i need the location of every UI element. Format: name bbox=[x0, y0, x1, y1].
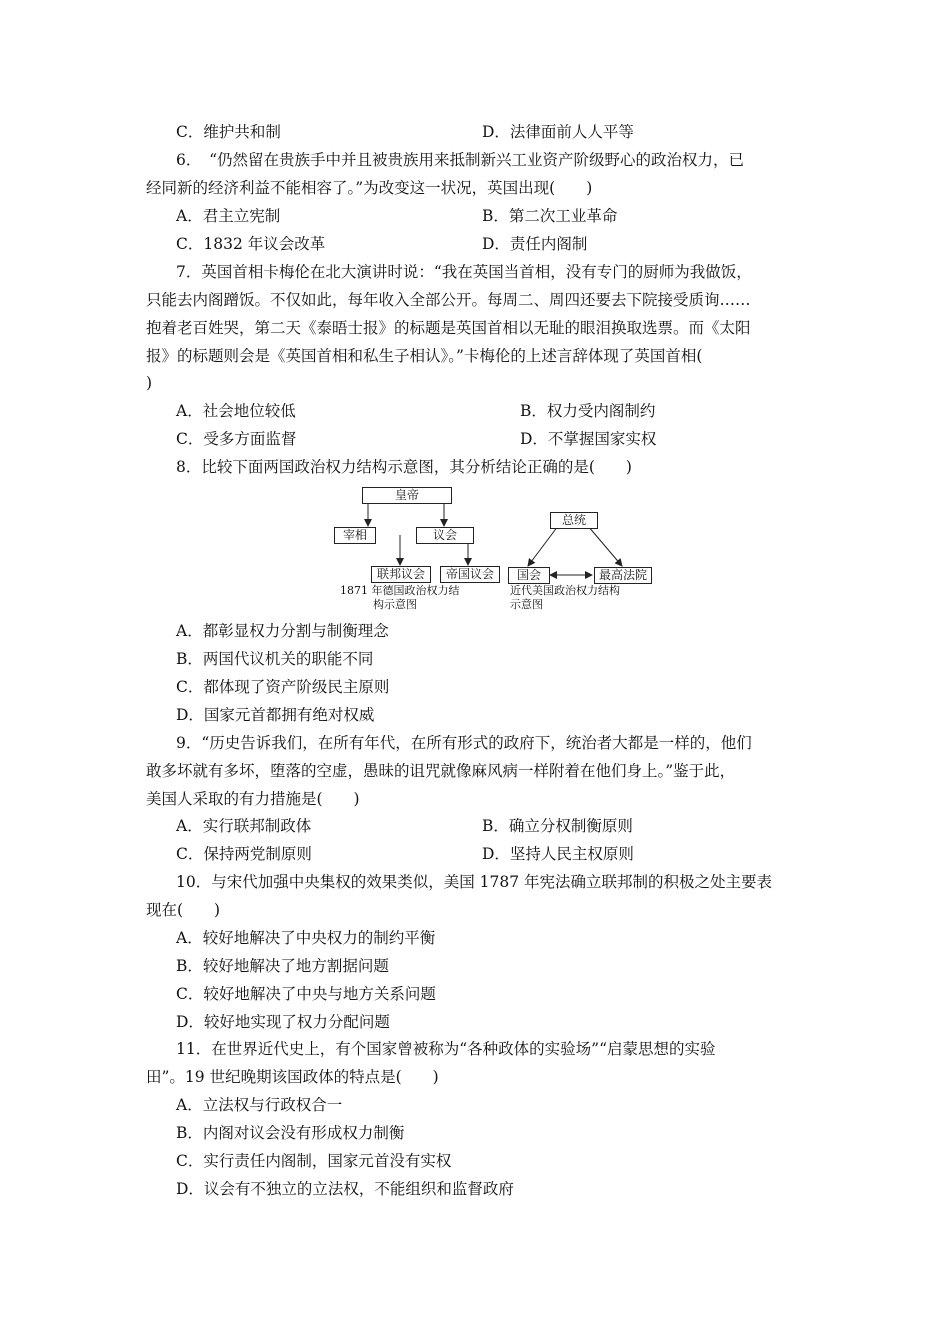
q11-option-a: A．立法权与行政权合一 bbox=[176, 1096, 343, 1114]
q6-option-b: B．第二次工业革命 bbox=[482, 207, 618, 225]
q11-option-c: C．实行责任内阁制，国家元首没有实权 bbox=[176, 1152, 452, 1170]
q9-option-d: D．坚持人民主权原则 bbox=[482, 845, 634, 863]
q7-stem-line-5: ) bbox=[146, 374, 153, 392]
q9-stem-line-3: 美国人采取的有力措施是( ) bbox=[146, 790, 360, 808]
q10-option-c: C．较好地解决了中央与地方关系问题 bbox=[176, 985, 436, 1003]
q10-option-a: A．较好地解决了中央权力的制约平衡 bbox=[176, 929, 436, 947]
q11-stem-line-2: 田”。19 世纪晚期该国政体的特点是( ) bbox=[146, 1068, 439, 1086]
q7-stem-line-1: 7．英国首相卡梅伦在北大演讲时说：“我在英国当首相，没有专门的厨师为我做饭， bbox=[176, 263, 752, 281]
q8-option-b: B．两国代议机关的职能不同 bbox=[176, 650, 374, 668]
q6-stem-line-2: 经同新的经济利益不能相容了。”为改变这一状况，英国出现( ) bbox=[146, 179, 593, 197]
q6-option-c: C．1832 年议会改革 bbox=[176, 235, 326, 253]
power-structure-diagram bbox=[330, 484, 670, 624]
q5-option-d: D．法律面前人人平等 bbox=[482, 123, 634, 141]
q11-stem-line-1: 11．在世界近代史上，有个国家曾被称为“各种政体的实验场”“启蒙思想的实验 bbox=[176, 1040, 716, 1058]
q10-stem-line-2: 现在( ) bbox=[146, 901, 221, 919]
box-emperor: 皇帝 bbox=[362, 487, 452, 504]
usa-caption-line-1: 近代美国政治权力结构 bbox=[510, 584, 620, 597]
box-chancellor: 宰相 bbox=[334, 527, 376, 544]
q10-option-b: B．较好地解决了地方割据问题 bbox=[176, 957, 389, 975]
q9-option-b: B．确立分权制衡原则 bbox=[482, 817, 633, 835]
germany-caption-line-1: 1871 年德国政治权力结 bbox=[340, 584, 460, 597]
q9-stem-line-2: 敢多坏就有多坏，堕落的空虚，愚昧的诅咒就像麻风病一样附着在他们身上。”鉴于此， bbox=[146, 762, 736, 780]
q6-stem-line-1: 6． “仍然留在贵族手中并且被贵族用来抵制新兴工业资产阶级野心的政治权力，已 bbox=[176, 151, 745, 169]
q6-option-a: A．君主立宪制 bbox=[176, 207, 281, 225]
q9-option-a: A．实行联邦制政体 bbox=[176, 817, 312, 835]
box-federal-council: 联邦议会 bbox=[371, 566, 431, 583]
q7-stem-line-3: 抱着老百姓哭，第二天《泰晤士报》的标题是英国首相以无耻的眼泪换取选票。而《太阳 bbox=[146, 319, 751, 337]
box-congress: 国会 bbox=[508, 567, 550, 584]
q8-option-d: D．国家元首都拥有绝对权威 bbox=[176, 706, 375, 724]
q7-option-a: A．社会地位较低 bbox=[176, 402, 296, 420]
q11-option-d: D．议会有不独立的立法权，不能组织和监督政府 bbox=[176, 1180, 514, 1198]
q9-stem-line-1: 9．“历史告诉我们，在所有年代，在所有形式的政府下，统治者大都是一样的，他们 bbox=[176, 734, 752, 752]
q7-stem-line-2: 只能去内阁蹭饭。不仅如此，每年收入全部公开。每周二、周四还要去下院接受质询…… bbox=[146, 291, 751, 309]
q7-option-d: D．不掌握国家实权 bbox=[520, 430, 657, 448]
germany-caption-line-2: 构示意图 bbox=[373, 598, 417, 611]
box-parliament: 议会 bbox=[416, 527, 474, 544]
box-supreme-court: 最高法院 bbox=[594, 567, 652, 584]
q5-option-c: C．维护共和制 bbox=[176, 123, 281, 141]
usa-caption-line-2: 示意图 bbox=[510, 598, 543, 611]
q10-stem-line-1: 10．与宋代加强中央集权的效果类似，美国 1787 年宪法确立联邦制的积极之处主要表 bbox=[176, 873, 773, 891]
q7-stem-line-4: 报》的标题则会是《英国首相和私生子相认》。”卡梅伦的上述言辞体现了英国首相( bbox=[146, 347, 703, 365]
q9-option-c: C．保持两党制原则 bbox=[176, 845, 312, 863]
box-imperial-diet: 帝国议会 bbox=[440, 566, 500, 583]
q8-option-c: C．都体现了资产阶级民主原则 bbox=[176, 678, 390, 696]
q7-option-c: C．受多方面监督 bbox=[176, 430, 297, 448]
q11-option-b: B．内阁对议会没有形成权力制衡 bbox=[176, 1124, 405, 1142]
box-president: 总统 bbox=[550, 512, 598, 529]
q10-option-d: D．较好地实现了权力分配问题 bbox=[176, 1013, 390, 1031]
q7-option-b: B．权力受内阁制约 bbox=[520, 402, 656, 420]
q6-option-d: D．责任内阁制 bbox=[482, 235, 588, 253]
q8-option-a: A．都彰显权力分割与制衡理念 bbox=[176, 622, 389, 640]
q8-stem: 8．比较下面两国政治权力结构示意图，其分析结论正确的是( ) bbox=[176, 458, 632, 476]
